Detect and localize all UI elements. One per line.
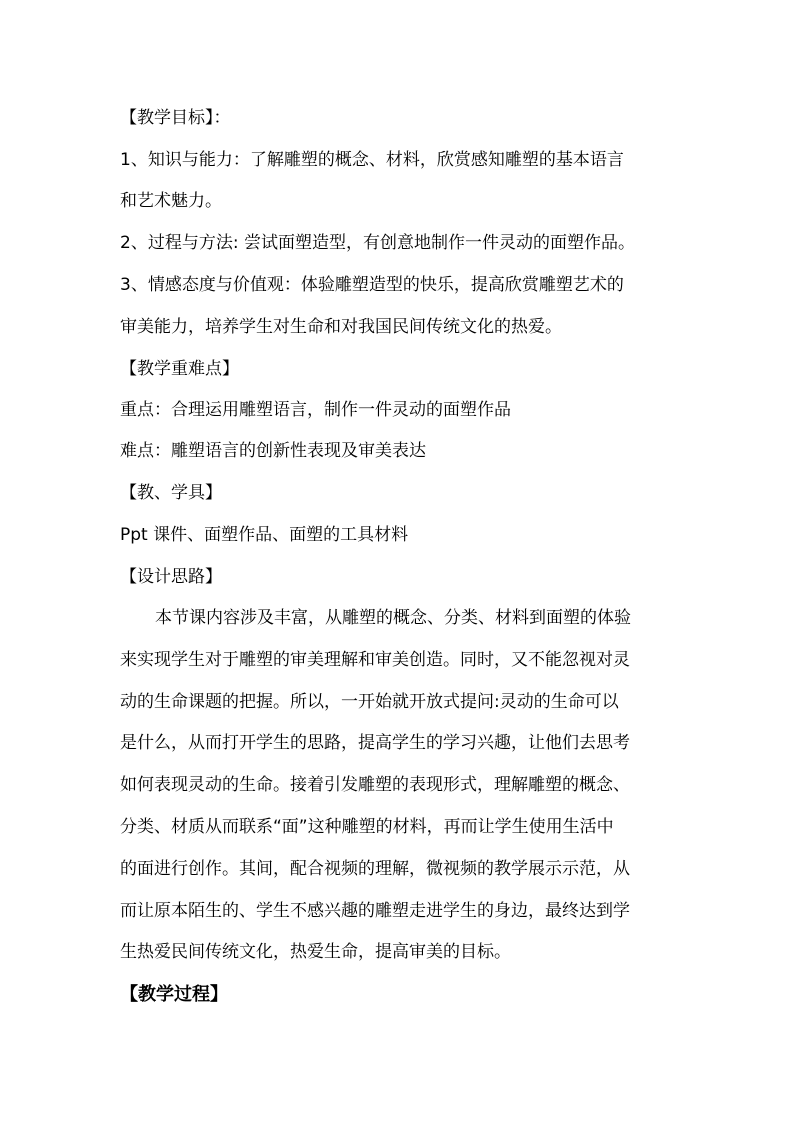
- design-heading: 【设计思路】: [120, 567, 222, 587]
- key-point-focus: 重点：合理运用雕塑语言，制作一件灵动的面塑作品: [120, 400, 511, 420]
- design-paragraph-line: 分类、材质从而联系“面”这种雕塑的材料，再而让学生使用生活中: [120, 817, 614, 837]
- design-paragraph-line: 动的生命课题的把握。所以，一开始就开放式提问:灵动的生命可以: [120, 692, 619, 712]
- objectives-heading: 【教学目标】：: [120, 108, 231, 128]
- tools-text: Ppt 课件、面塑作品、面塑的工具材料: [120, 525, 409, 545]
- design-paragraph-line: 而让原本陌生的、学生不感兴趣的雕塑走进学生的身边，最终达到学: [120, 901, 630, 921]
- design-paragraph-line: 来实现学生对于雕塑的审美理解和审美创造。同时，又不能忽视对灵: [120, 650, 630, 670]
- process-heading: 【教学过程】: [120, 984, 228, 1005]
- tools-heading: 【教、学具】: [120, 483, 222, 503]
- objective-knowledge-line1: 1、知识与能力：了解雕塑的概念、材料，欣赏感知雕塑的基本语言: [120, 150, 624, 170]
- design-paragraph-line: 如何表现灵动的生命。接着引发雕塑的表现形式，理解雕塑的概念、: [120, 775, 630, 795]
- objective-emotion-line1: 3、情感态度与价值观：体验雕塑造型的快乐，提高欣赏雕塑艺术的: [120, 275, 624, 295]
- key-points-heading: 【教学重难点】: [120, 359, 239, 379]
- design-paragraph-line: 的面进行创作。其间，配合视频的理解，微视频的教学展示示范，从: [120, 859, 630, 879]
- objective-process-method: 2、过程与方法: 尝试面塑造型，有创意地制作一件灵动的面塑作品。: [120, 233, 635, 253]
- objective-emotion-line2: 审美能力，培养学生对生命和对我国民间传统文化的热爱。: [120, 317, 562, 337]
- design-paragraph-line: 本节课内容涉及丰富，从雕塑的概念、分类、材料到面塑的体验: [155, 608, 631, 628]
- objective-knowledge-line2: 和艺术魅力。: [120, 191, 222, 211]
- key-point-difficulty: 难点：雕塑语言的创新性表现及审美表达: [120, 441, 426, 461]
- design-paragraph-line: 生热爱民间传统文化，热爱生命，提高审美的目标。: [120, 942, 511, 962]
- design-paragraph-line: 是什么，从而打开学生的思路，提高学生的学习兴趣，让他们去思考: [120, 733, 630, 753]
